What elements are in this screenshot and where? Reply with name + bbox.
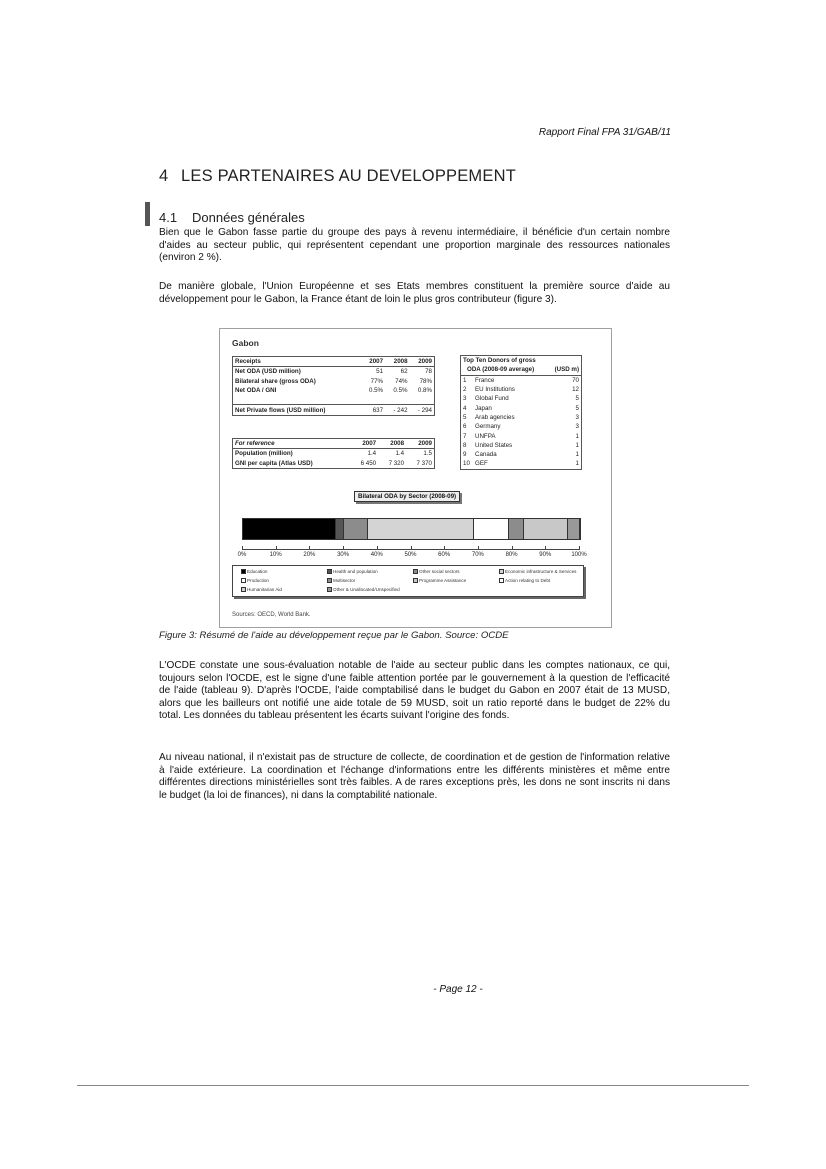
legend-item	[327, 569, 378, 574]
table-header-cell: 2009	[410, 357, 434, 367]
legend-item	[241, 587, 282, 592]
table-header-cell: Receipts	[233, 357, 361, 367]
x-tick	[478, 546, 479, 550]
chart-legend	[232, 565, 584, 597]
table-header-cell: 2007	[350, 439, 378, 449]
subsection-marker	[145, 202, 150, 226]
table-row: 10 GEF 1	[463, 460, 579, 468]
chart-title: Bilateral ODA by Sector (2008-09)	[354, 491, 460, 502]
table-row: GNI per capita (Atlas USD) 6 450 7 320 7 370	[235, 459, 432, 467]
legend-swatch	[413, 578, 418, 583]
paragraph: De manière globale, l'Union Européenne et ses Etats membres constituent la première source d'aide au développement pour le Gabon, la France étant de loin le plus gros contributeur (figure 3).	[159, 281, 670, 305]
paragraph: L'OCDE constate une sous-évaluation notable de l'aide au secteur public dans les comptes nationaux, ce qui, toujours selon l'OCDE, est le signe d'une faible attention portée par le gouvernement à la question de l'efficacité de l'aide (tableau 9). D'après l'OCDE, l'aide comptabilisé dans le budget du Gabon en 2007 était de 13 MUSD, alors que les bailleurs ont notifié une aide totale de 59 MUSD, soit un ratio reporté dans le budget de 22% du total. Les données du tableau présentent les écarts suivant l'origine des fonds.	[159, 660, 670, 721]
x-tick	[276, 546, 277, 550]
legend-swatch	[413, 569, 418, 574]
x-tick	[512, 546, 513, 550]
bar-segment-economic-infrastructure-services	[368, 519, 474, 539]
figure-panel	[219, 328, 612, 628]
bar-segment-production	[474, 519, 509, 539]
subsection-heading	[159, 210, 305, 225]
legend-swatch	[327, 569, 332, 574]
legend-label: Programme Assistance	[419, 578, 467, 583]
top-donors-table	[460, 355, 582, 470]
legend-swatch	[241, 569, 246, 574]
table-header-row	[233, 439, 434, 449]
section-number: 4	[159, 167, 169, 185]
section-title: LES PARTENAIRES AU DEVELOPPEMENT	[181, 167, 516, 185]
bar-segment-education	[243, 519, 336, 539]
legend-item	[241, 578, 269, 583]
subsection-title: Données générales	[192, 210, 305, 225]
table-row: 1 France 70	[463, 376, 579, 384]
x-tick-label: 90%	[539, 552, 552, 558]
section-heading	[159, 167, 516, 186]
subsection-number: 4.1	[159, 210, 178, 225]
legend-swatch	[241, 587, 246, 592]
legend-label: Multisector	[333, 578, 356, 583]
x-tick-label: 10%	[269, 552, 282, 558]
reference-table	[232, 438, 435, 469]
legend-swatch	[327, 587, 332, 592]
legend-label: Health and population	[333, 569, 378, 574]
x-tick-label: 0%	[237, 552, 247, 558]
legend-swatch	[241, 578, 246, 583]
table-header-cell: 2008	[378, 439, 406, 449]
bar-segment-multisector	[509, 519, 524, 539]
legend-swatch	[499, 569, 504, 574]
bar-segment-other-unallocated-unspecified	[568, 519, 580, 539]
table-row: 8 United States 1	[463, 441, 579, 449]
legend-item	[241, 569, 267, 574]
x-tick	[579, 546, 580, 550]
legend-item	[413, 578, 466, 583]
legend-item	[499, 578, 550, 583]
table-header-cell: 2007	[361, 357, 385, 367]
bar-segment-health-and-population	[336, 519, 344, 539]
x-axis	[237, 549, 587, 558]
x-tick-label: 40%	[370, 552, 383, 558]
legend-swatch	[327, 578, 332, 583]
legend-label: Economic infrastructure & Services	[505, 569, 577, 574]
table-row: 2 EU Institutions 12	[463, 386, 579, 394]
table-row: 7 UNFPA 1	[463, 432, 579, 440]
legend-label: Other & Unallocated/Unspecified	[333, 587, 400, 592]
x-tick	[242, 546, 243, 550]
legend-label: Production	[247, 578, 269, 583]
x-tick-label: 70%	[471, 552, 484, 558]
x-tick	[309, 546, 310, 550]
legend-swatch	[499, 578, 504, 583]
table-row: Net ODA (USD million) 51 62 78	[235, 368, 432, 376]
x-tick	[545, 546, 546, 550]
footer-rule	[77, 1085, 749, 1086]
x-tick-label: 100%	[571, 552, 587, 558]
figure-sources: Sources: OECD, World Bank.	[232, 612, 311, 618]
x-tick	[411, 546, 412, 550]
table-row: 5 Arab agencies 3	[463, 413, 579, 421]
legend-item	[413, 569, 460, 574]
x-tick	[377, 546, 378, 550]
table-row: Population (million) 1.4 1.4 1.5	[235, 450, 432, 458]
page-number: - Page 12 -	[433, 984, 483, 995]
legend-label: Humanitarian Aid	[247, 587, 282, 592]
x-tick-label: 60%	[438, 552, 451, 558]
bar-segment-other-social-sectors	[344, 519, 368, 539]
table-header-row: ODA (2008-09 average) (USD m)	[461, 365, 581, 375]
table-header-cell: 2008	[385, 357, 409, 367]
table-header-row: Top Ten Donors of gross	[463, 357, 536, 365]
paragraph: Bien que le Gabon fasse partie du groupe des pays à revenu intermédiaire, il bénéficie d'un certain nombre d'aides au secteur public, qui représentent cependant une proportion marginale des ressources nationales (environ 2 %).	[159, 227, 670, 263]
table-header-cell: For reference	[233, 439, 350, 449]
paragraph: Au niveau national, il n'existait pas de structure de collecte, de coordination et de gestion de l'information relative à l'aide extérieure. La coordination et l'échange d'informations entre les différents ministères et même entre différentes directions ministérielles sont très faibles. A de rares exceptions près, les dons ne sont inscrits ni dans le budget (la loi de finances), ni dans la comptabilité nationale.	[159, 752, 670, 801]
x-tick	[444, 546, 445, 550]
stacked-bar	[242, 518, 581, 540]
running-header: Rapport Final FPA 31/GAB/11	[538, 127, 671, 138]
table-row: Net Private flows (USD million) 637 - 242 - 294	[235, 406, 432, 414]
table-row	[233, 395, 434, 405]
table-header-cell: 2009	[406, 439, 434, 449]
legend-item	[327, 587, 400, 592]
x-tick-label: 20%	[303, 552, 316, 558]
table-row: 6 Germany 3	[463, 423, 579, 431]
legend-item	[327, 578, 355, 583]
receipts-table	[232, 356, 435, 416]
x-tick-label: 50%	[404, 552, 417, 558]
table-row: 9 Canada 1	[463, 451, 579, 459]
legend-item	[499, 569, 576, 574]
figure-caption: Figure 3: Résumé de l'aide au développement reçue par le Gabon. Source: OCDE	[159, 630, 509, 641]
legend-label: Education	[247, 569, 268, 574]
x-tick	[343, 546, 344, 550]
table-row: 4 Japan 5	[463, 404, 579, 412]
legend-label: Other social sectors	[419, 569, 460, 574]
x-tick-label: 30%	[337, 552, 350, 558]
bar-segment-programme-assistance	[524, 519, 568, 539]
table-row: 3 Global Fund 5	[463, 395, 579, 403]
table-row: Bilateral share (gross ODA) 77% 74% 78%	[235, 377, 432, 385]
figure-title: Gabon	[232, 338, 259, 348]
legend-label: Action relating to Debt	[505, 578, 551, 583]
table-header-row	[233, 357, 434, 367]
table-row: Net ODA / GNI 0.5% 0.5% 0.8%	[235, 387, 432, 395]
x-tick-label: 80%	[505, 552, 518, 558]
